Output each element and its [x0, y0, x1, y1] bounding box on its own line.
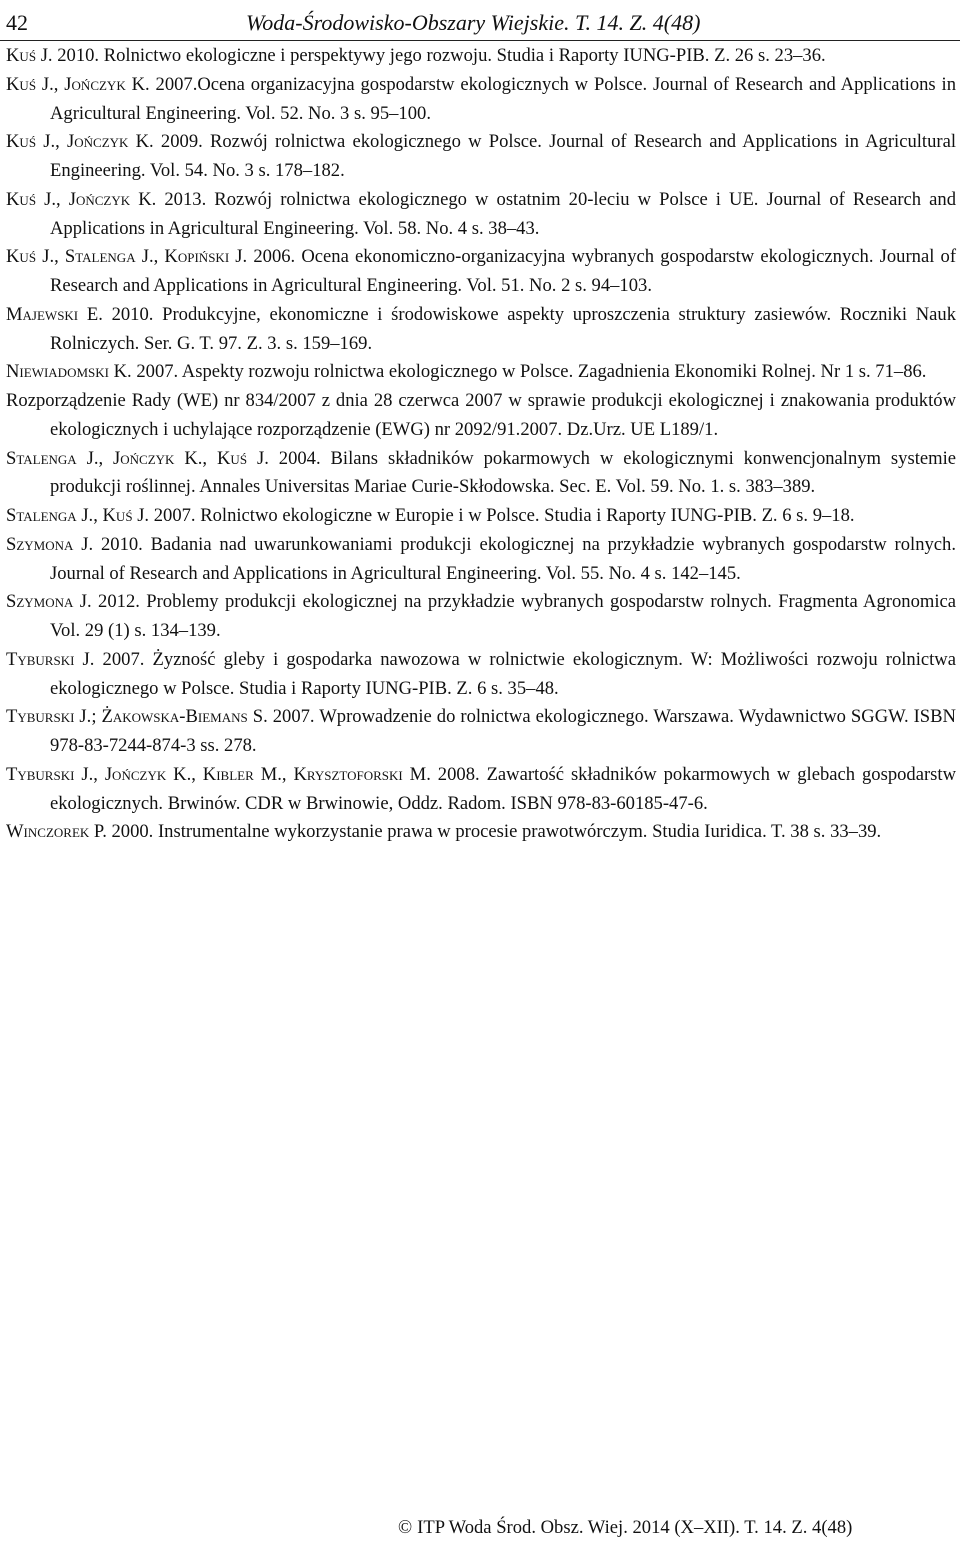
reference-entry [6, 358, 956, 387]
reference-authors: Kuś [6, 45, 37, 66]
reference-details: 2007. Rolnictwo ekologiczne w Europie i w Polsce. Studia i Raporty IUNG-PIB. Z. 6 s. 9–18. [149, 505, 855, 526]
page-number: 42 [6, 10, 28, 35]
running-title: Woda-Środowisko-Obszary Wiejskie. T. 14. Z. 4(48) [246, 10, 701, 35]
reference-authors: Kuś J., Jończyk K. [6, 131, 154, 153]
reference-entry [6, 387, 956, 445]
reference-details: J. 2010. Rolnictwo ekologiczne i perspektywy jego rozwoju. Studia i Raporty IUNG-PIB. Z. 26 s. 23–36. [36, 45, 826, 66]
reference-entry [6, 71, 956, 129]
reference-details: 2007. Wprowadzenie do rolnictwa ekologicznego. Warszawa. Wydawnictwo SGGW. ISBN 978-83-7244-874-3 ss. 278. [50, 706, 956, 756]
reference-authors: Kuś J., Jończyk [6, 73, 126, 95]
reference-entry [6, 445, 956, 503]
reference-authors: Kuś J., Jończyk K. [6, 188, 157, 210]
reference-authors: Tyburski J., Jończyk K., Kibler M., Krysztoforski M. [6, 763, 431, 785]
reference-authors: Stalenga J., Kuś J. [6, 505, 150, 526]
reference-authors: Szymona J. [6, 591, 92, 613]
copyright-icon: © [398, 1517, 413, 1538]
reference-authors: Niewiadomski K. [6, 361, 132, 383]
reference-details: 2008. Zawartość składników pokarmowych w glebach gospodarstw ekologicznych. Brwinów. CDR w Brwinowie, Oddz. Radom. ISBN 978-83-60185-47-6. [50, 763, 957, 814]
reference-entry [6, 531, 956, 589]
reference-entry [6, 42, 956, 71]
reference-details: 2010. Produkcyjne, ekonomiczne i środowiskowe aspekty uproszczenia struktury zasiewów. Roczniki Nauk Rolniczych. Ser. G. T. 97. Z. 3. s. 159–169. [50, 303, 956, 354]
reference-authors: Tyburski J.; Żakowska-Biemans S. [6, 706, 268, 728]
header-divider [0, 40, 960, 41]
reference-entry [6, 186, 956, 244]
reference-authors: Kuś J., Stalenga J., Kopiński J. [6, 246, 248, 268]
reference-entry [6, 818, 956, 847]
running-header [6, 6, 954, 42]
reference-details: 2007. Żyzność gleby i gospodarka nawozowa w rolnictwie ekologicznym. W: Możliwości rozwoju rolnictwa ekologicznego w Polsce. Studia i Raporty IUNG-PIB. Z. 6 s. 35–48. [50, 648, 956, 699]
reference-entry [6, 301, 956, 359]
reference-details: K. 2007.Ocena organizacyjna gospodarstw ekologicznych w Polsce. Journal of Research and Applications in Agricultural Engineering. Vol. 52. No. 3 s. 95–100. [50, 73, 957, 124]
reference-entry [6, 588, 956, 646]
reference-entry [6, 646, 956, 704]
reference-entry [6, 703, 956, 761]
reference-details: Rozporządzenie Rady (WE) nr 834/2007 z dnia 28 czerwca 2007 w sprawie produkcji ekologicznej i znakowania produktów ekologicznych i uchylające rozporządzenie (EWG) nr 2092/91.2007. Dz.Urz. UE L189/1. [6, 390, 956, 440]
reference-authors: Winczorek P. [6, 821, 107, 843]
reference-details: 2006. Ocena ekonomiczno-organizacyjna wybranych gospodarstw ekologicznych. Journal of Research and Applications in Agricultural Engineering. Vol. 51. No. 2 s. 94–103. [50, 246, 957, 296]
reference-details: 2012. Problemy produkcji ekologicznej na przykładzie wybranych gospodarstw rolnych. Fragmenta Agronomica Vol. 29 (1) s. 134–139. [50, 591, 957, 641]
reference-details: 2000. Instrumentalne wykorzystanie prawa w procesie prawotwórczym. Studia Iuridica. T. 38 s. 33–39. [106, 821, 882, 843]
reference-details: 2013. Rozwój rolnictwa ekologicznego w ostatnim 20-leciu w Polsce i UE. Journal of Research and Applications in Agricultural Engineering. Vol. 58. No. 4 s. 38–43. [50, 188, 956, 239]
reference-entry [6, 243, 956, 301]
reference-details: 2007. Aspekty rozwoju rolnictwa ekologicznego w Polsce. Zagadnienia Ekonomiki Rolnej. Nr 1 s. 71–86. [131, 361, 927, 383]
reference-details: 2009. Rozwój rolnictwa ekologicznego w Polsce. Journal of Research and Applications in Agricultural Engineering. Vol. 54. No. 3 s. 178–182. [50, 131, 956, 181]
reference-entry [6, 502, 956, 531]
reference-list [6, 42, 956, 847]
reference-details: 2010. Badania nad uwarunkowaniami produkcji ekologicznej na przykładzie wybranych gospodarstw rolnych. Journal of Research and Applications in Agricultural Engineering. Vol. 55. No. 4 s. 142–145. [50, 533, 956, 584]
reference-details: 2004. Bilans składników pokarmowych w ekologicznymi konwencjonalnym systemie produkcji roślinnej. Annales Universitas Mariae Curie-Skłodowska. Sec. E. Vol. 59. No. 1. s. 383–389. [50, 447, 957, 498]
reference-entry [6, 128, 956, 186]
reference-authors: Majewski E. [6, 303, 103, 325]
reference-authors: Stalenga J., Jończyk K., Kuś J. [6, 447, 269, 469]
page-footer [398, 1516, 852, 1540]
reference-authors: Szymona J. [6, 533, 94, 555]
reference-authors: Tyburski J. [6, 648, 95, 670]
footer-citation: ITP Woda Środ. Obsz. Wiej. 2014 (X–XII). T. 14. Z. 4(48) [417, 1517, 853, 1538]
reference-entry [6, 761, 956, 819]
